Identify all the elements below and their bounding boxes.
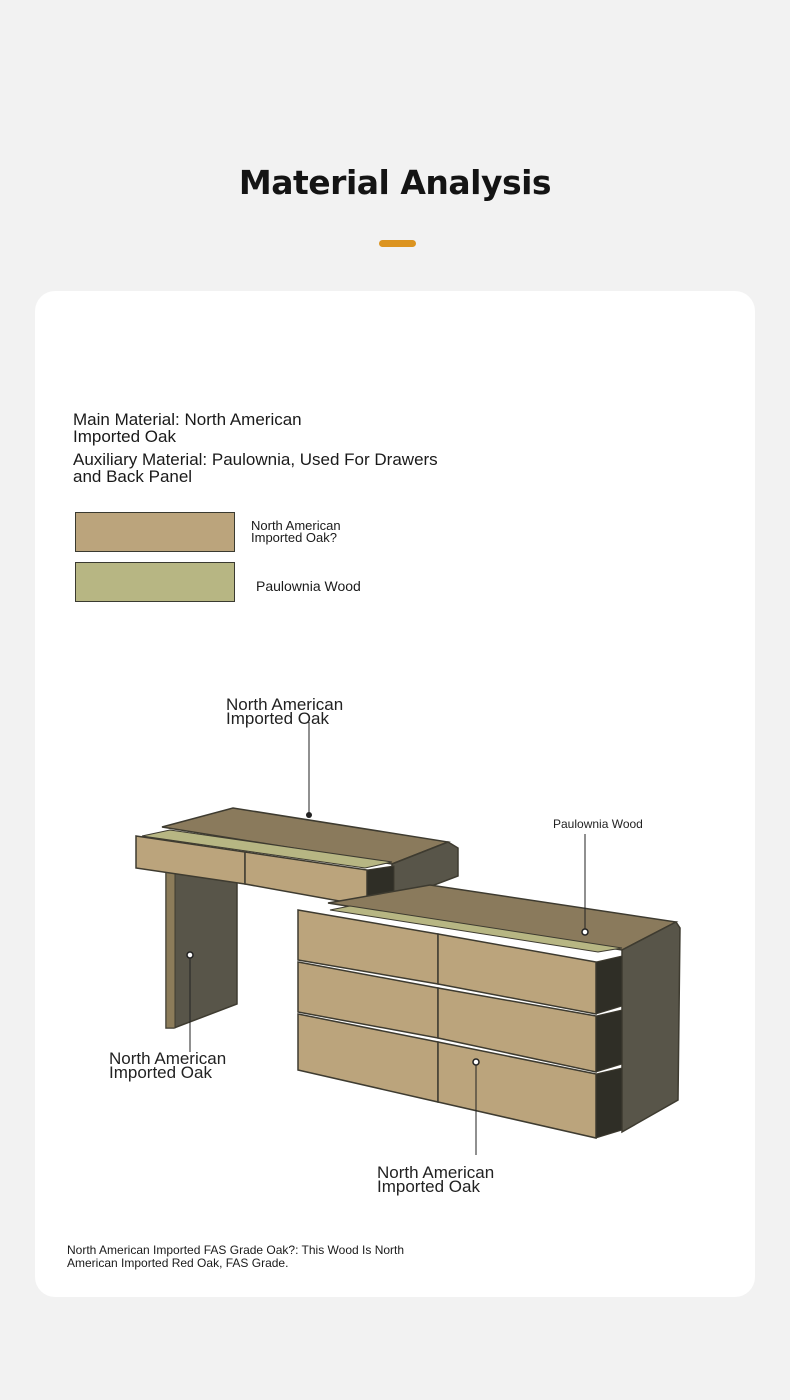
page-title: Material Analysis bbox=[238, 163, 552, 202]
dresser-side-panel bbox=[622, 922, 680, 1132]
auxiliary-material-text: Auxiliary Material: Paulownia, Used For Drawers and Back Panel bbox=[73, 450, 438, 486]
callout-paulownia: Paulownia Wood bbox=[553, 817, 643, 831]
callout-desk-top: North American Imported Oak bbox=[226, 695, 344, 728]
legend-label-paulownia: Paulownia Wood bbox=[256, 578, 361, 594]
main-material-text: Main Material: North American Imported Oak bbox=[73, 410, 302, 446]
legend-label-oak: North American Imported Oak? bbox=[251, 518, 341, 545]
callout-drawer-front: North American Imported Oak bbox=[377, 1163, 495, 1196]
callout-desk-leg: North American Imported Oak bbox=[109, 1049, 227, 1082]
footnote: North American Imported FAS Grade Oak?: This Wood Is North American Imported Red Oak, FAS Grade. bbox=[67, 1243, 405, 1270]
desk-leg-panel bbox=[166, 868, 237, 1028]
